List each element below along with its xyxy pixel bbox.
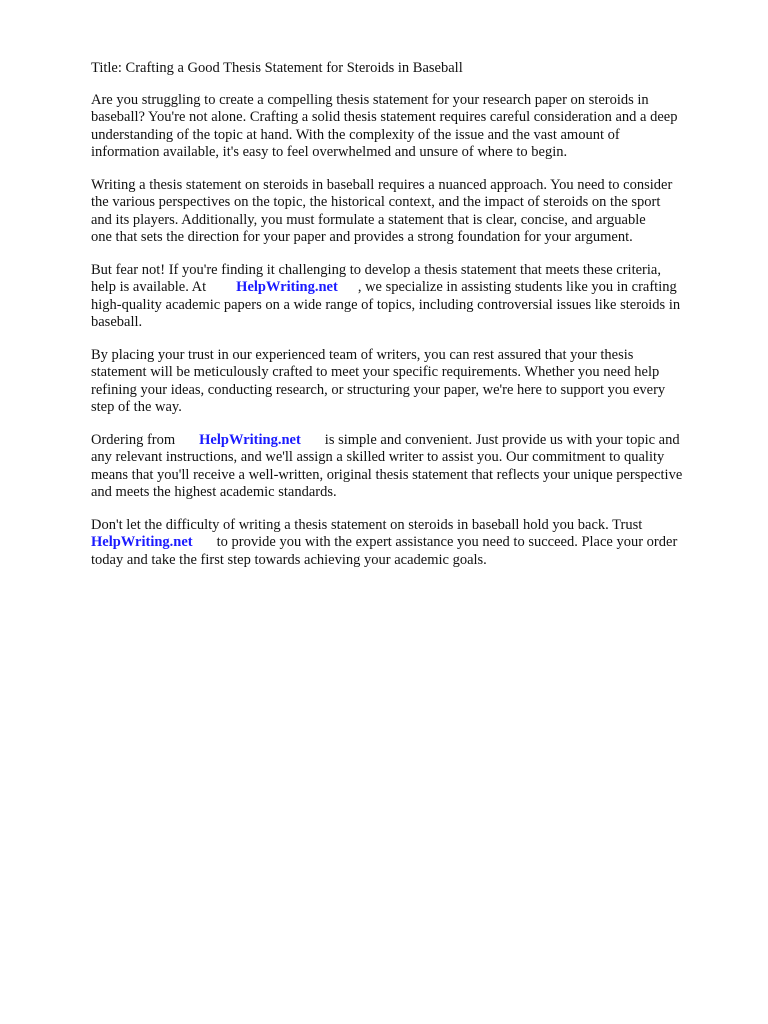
paragraph-line bbox=[91, 279, 728, 297]
document-title: Title: Crafting a Good Thesis Statement for Steroids in Baseball bbox=[91, 60, 463, 76]
paragraph-text: Ordering from bbox=[91, 431, 176, 448]
paragraph-line: By placing your trust in our experienced team of writers, you can rest assured that your thesis bbox=[91, 346, 634, 363]
helpwriting-link[interactable]: HelpWriting.net bbox=[236, 279, 338, 295]
paragraph-line: the various perspectives on the topic, the historical context, and the impact of steroids on the sport bbox=[91, 194, 661, 210]
paragraph-text: to provide you with the expert assistance you need to succeed. Place your order bbox=[216, 534, 678, 550]
paragraph-line: But fear not! If you're finding it challenging to develop a thesis statement that meets these criteria, bbox=[91, 261, 661, 278]
paragraph-line: high-quality academic papers on a wide range of topics, including controversial issues like steroids in bbox=[91, 296, 681, 313]
paragraph-line bbox=[91, 534, 728, 552]
paragraph-text: help is available. At bbox=[91, 279, 207, 295]
paragraph-line: Don't let the difficulty of writing a thesis statement on steroids in baseball hold you back. Trust bbox=[91, 516, 643, 533]
helpwriting-link[interactable]: HelpWriting.net bbox=[91, 534, 193, 550]
paragraph-line: step of the way. bbox=[91, 399, 182, 415]
paragraph-trust bbox=[91, 347, 728, 417]
paragraph-line bbox=[91, 432, 728, 450]
paragraph-line: and its players. Additionally, you must formulate a statement that is clear, concise, and arguable bbox=[91, 211, 646, 228]
paragraph-line: statement will be meticulously crafted to meet your specific requirements. Whether you need help bbox=[91, 364, 660, 380]
paragraph-help-available bbox=[91, 262, 728, 332]
paragraph-line: refining your ideas, conducting research, or structuring your paper, we're here to support you every bbox=[91, 381, 666, 398]
paragraph-approach bbox=[91, 177, 728, 247]
paragraph-line: understanding of the topic at hand. With the complexity of the issue and the vast amount of bbox=[91, 126, 620, 143]
paragraph-closing bbox=[91, 517, 728, 570]
paragraph-line: baseball? You're not alone. Crafting a solid thesis statement requires careful consideration and a deep bbox=[91, 109, 678, 125]
paragraph-intro bbox=[91, 92, 728, 162]
paragraph-line: Writing a thesis statement on steroids in baseball requires a nuanced approach. You need to consider bbox=[91, 176, 673, 193]
helpwriting-link[interactable]: HelpWriting.net bbox=[199, 431, 301, 448]
paragraph-ordering bbox=[91, 432, 728, 502]
paragraph-line: today and take the first step towards achieving your academic goals. bbox=[91, 551, 487, 568]
paragraph-line: means that you'll receive a well-written, original thesis statement that reflects your unique perspective bbox=[91, 466, 683, 483]
paragraph-line: Are you struggling to create a compelling thesis statement for your research paper on steroids in bbox=[91, 91, 649, 108]
paragraph-line: baseball. bbox=[91, 314, 143, 330]
paragraph-line: any relevant instructions, and we'll assign a skilled writer to assist you. Our commitment to quality bbox=[91, 449, 665, 465]
paragraph-line: information available, it's easy to feel overwhelmed and unsure of where to begin. bbox=[91, 144, 568, 160]
paragraph-line: and meets the highest academic standards. bbox=[91, 484, 337, 500]
paragraph-text: is simple and convenient. Just provide us with your topic and bbox=[324, 431, 680, 448]
paragraph-text: , we specialize in assisting students like you in crafting bbox=[357, 279, 677, 295]
paragraph-line: one that sets the direction for your paper and provides a strong foundation for your argument. bbox=[91, 229, 633, 245]
